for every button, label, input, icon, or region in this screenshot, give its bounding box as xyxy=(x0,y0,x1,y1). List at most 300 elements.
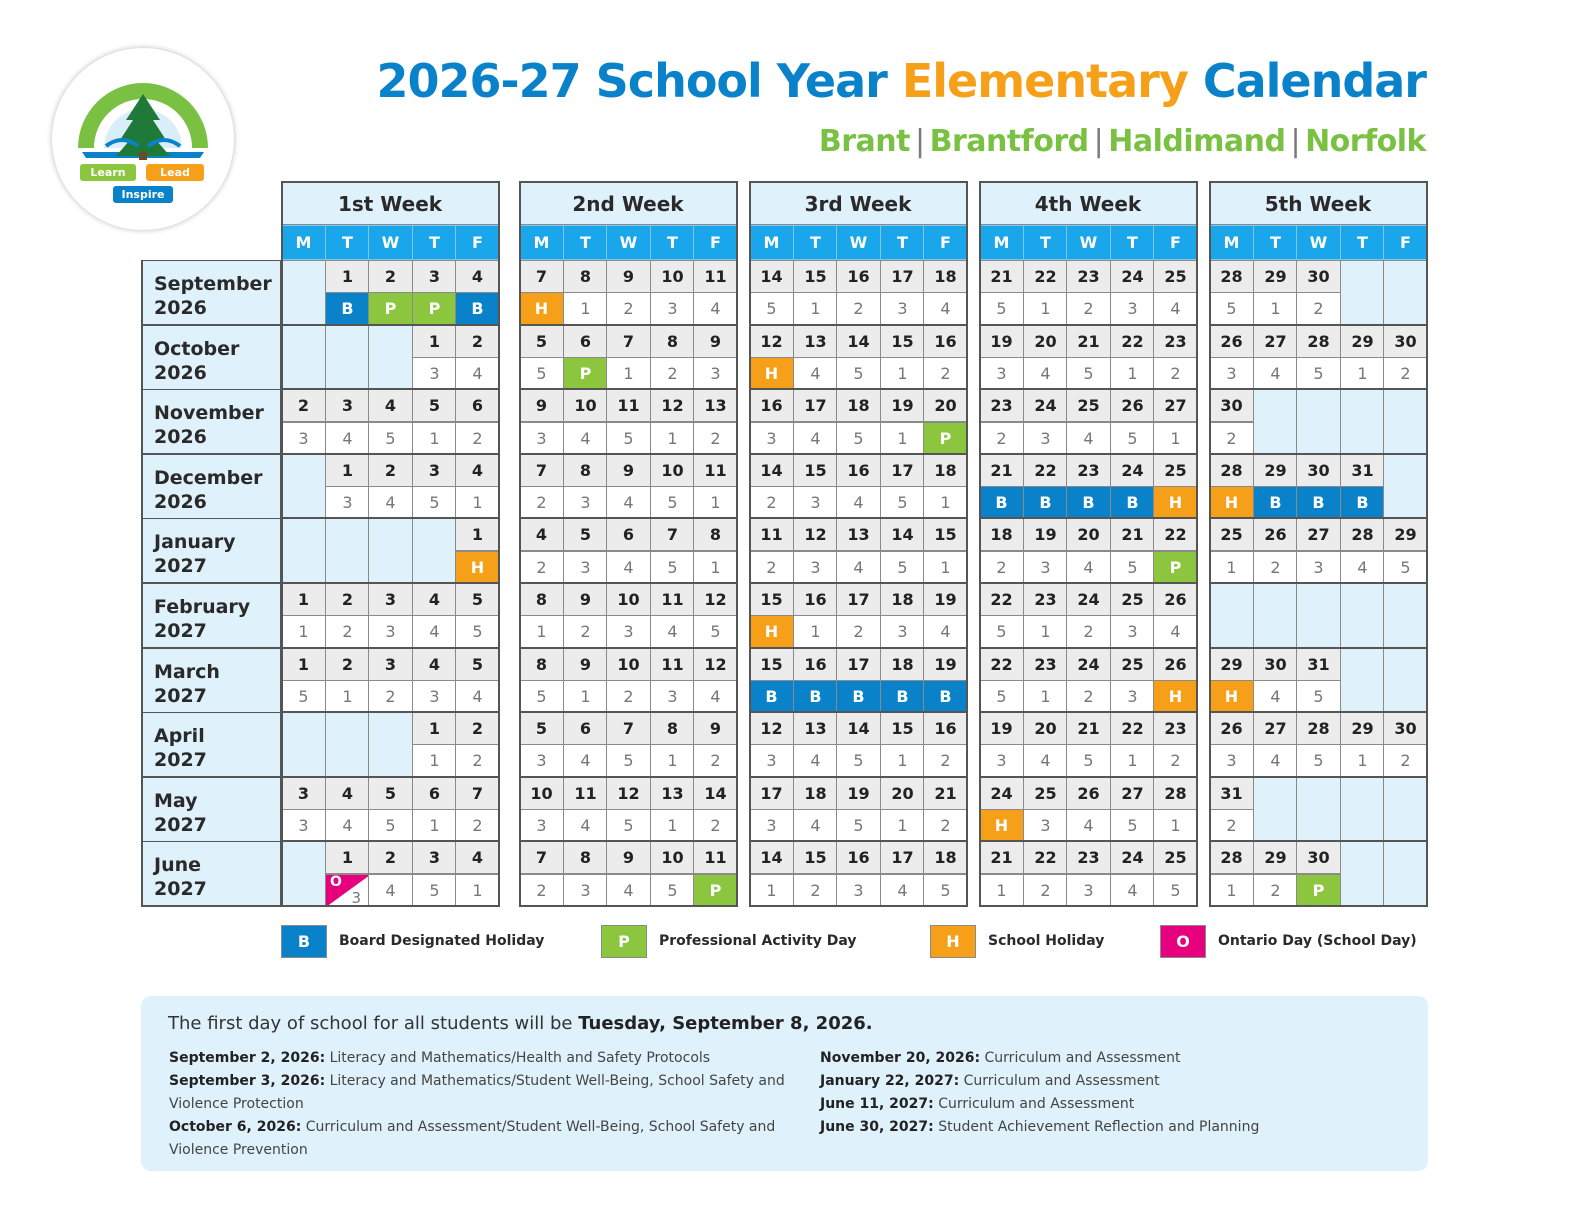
empty-day-cell xyxy=(1340,777,1385,843)
day-of-week-header: T xyxy=(325,225,370,260)
month-row-divider xyxy=(519,324,738,326)
date-cell: 8 xyxy=(693,518,738,551)
note-date: November 20, 2026: xyxy=(820,1050,981,1066)
note-text: Curriculum and Assessment xyxy=(933,1096,1135,1112)
date-cell: 11 xyxy=(650,583,695,616)
cycle-day-cell: 2 xyxy=(793,874,838,907)
cycle-day-cell: 5 xyxy=(923,874,968,907)
cycle-day-cell: 4 xyxy=(1023,357,1068,390)
date-cell: 11 xyxy=(693,841,738,874)
region-separator: | xyxy=(1093,124,1104,159)
date-cell: 30 xyxy=(1296,260,1341,293)
empty-day-cell xyxy=(1340,648,1385,714)
date-cell: 11 xyxy=(749,518,794,551)
cycle-day-cell: 4 xyxy=(1023,744,1068,777)
date-cell: 12 xyxy=(693,583,738,616)
school-holiday-cell: H xyxy=(1153,680,1198,713)
month-label xyxy=(141,712,281,778)
cycle-day-cell: 2 xyxy=(455,744,500,777)
note-date: January 22, 2027: xyxy=(820,1073,960,1089)
cycle-day-cell: 3 xyxy=(281,422,326,455)
cycle-day-cell: 2 xyxy=(836,292,881,325)
month-row-divider xyxy=(749,582,968,584)
cycle-day-cell: 4 xyxy=(563,809,608,842)
empty-day-cell xyxy=(281,260,326,326)
day-of-week-header: F xyxy=(1383,225,1428,260)
legend-pa-day xyxy=(601,925,901,958)
cycle-day-cell: 2 xyxy=(979,551,1024,584)
date-cell: 7 xyxy=(606,712,651,745)
cycle-day-cell: 5 xyxy=(880,486,925,519)
logo-inspire-tag: Inspire xyxy=(113,186,173,203)
cycle-day-cell: 1 xyxy=(1209,874,1254,907)
cycle-day-cell: 1 xyxy=(979,874,1024,907)
date-cell: 16 xyxy=(749,389,794,422)
date-cell: 20 xyxy=(1023,712,1068,745)
month-row-divider xyxy=(519,647,738,649)
date-cell: 9 xyxy=(693,325,738,358)
date-cell: 23 xyxy=(1066,260,1111,293)
date-cell: 26 xyxy=(1253,518,1298,551)
date-cell: 29 xyxy=(1253,841,1298,874)
date-cell: 25 xyxy=(1110,583,1155,616)
date-cell: 17 xyxy=(749,777,794,810)
cycle-day-cell: 1 xyxy=(563,292,608,325)
cycle-day-cell: 4 xyxy=(1066,551,1111,584)
day-of-week-header: M xyxy=(281,225,326,260)
month-name: April xyxy=(154,725,205,747)
cycle-day-cell: 5 xyxy=(880,551,925,584)
date-cell: 30 xyxy=(1209,389,1254,422)
cycle-day-cell: 3 xyxy=(793,486,838,519)
empty-day-cell xyxy=(1253,777,1298,843)
month-row-divider xyxy=(1209,647,1428,649)
title-year: 2026-27 School Year xyxy=(376,54,902,108)
month-row-divider xyxy=(749,840,968,842)
logo-learn-tag: Learn xyxy=(80,164,136,181)
cycle-day-cell: 1 xyxy=(693,486,738,519)
month-row-divider xyxy=(281,453,500,455)
cycle-day-cell: 3 xyxy=(1110,292,1155,325)
empty-day-cell xyxy=(368,712,413,778)
month-row-divider xyxy=(519,517,738,519)
note-item xyxy=(169,1047,799,1070)
note-item xyxy=(820,1047,1380,1070)
date-cell: 28 xyxy=(1209,841,1254,874)
date-cell: 28 xyxy=(1340,518,1385,551)
date-cell: 19 xyxy=(979,325,1024,358)
date-cell: 28 xyxy=(1296,325,1341,358)
month-row-divider xyxy=(979,324,1198,326)
date-cell: 6 xyxy=(606,518,651,551)
month-year: 2026 xyxy=(154,491,207,513)
school-holiday-cell: H xyxy=(1209,680,1254,713)
empty-day-cell xyxy=(368,325,413,391)
note-item xyxy=(820,1093,1380,1116)
week-header: 4th Week xyxy=(979,181,1197,225)
date-cell: 12 xyxy=(650,389,695,422)
month-row-divider xyxy=(749,324,968,326)
day-of-week-header: T xyxy=(1023,225,1068,260)
date-cell: 21 xyxy=(1110,518,1155,551)
cycle-day-cell: 4 xyxy=(325,422,370,455)
day-of-week-header: F xyxy=(693,225,738,260)
date-cell: 1 xyxy=(455,518,500,551)
month-row-divider xyxy=(1209,776,1428,778)
date-cell: 5 xyxy=(519,325,564,358)
date-cell: 24 xyxy=(1110,260,1155,293)
cycle-day-cell: 1 xyxy=(1209,551,1254,584)
board-holiday-cell: B xyxy=(836,680,881,713)
date-cell: 18 xyxy=(923,841,968,874)
day-of-week-header: W xyxy=(1296,225,1341,260)
date-cell: 2 xyxy=(325,583,370,616)
cycle-day-cell: 5 xyxy=(1110,809,1155,842)
month-row-divider xyxy=(979,453,1198,455)
cycle-day-cell: 4 xyxy=(1253,744,1298,777)
cycle-day-cell: 4 xyxy=(455,357,500,390)
month-year: 2027 xyxy=(154,749,207,771)
date-cell: 8 xyxy=(519,583,564,616)
date-cell: 2 xyxy=(368,454,413,487)
cycle-day-cell: 2 xyxy=(1023,874,1068,907)
date-cell: 25 xyxy=(1110,648,1155,681)
date-cell: 2 xyxy=(455,325,500,358)
legend-ontario-day xyxy=(1160,925,1428,958)
note-date: June 11, 2027: xyxy=(820,1096,934,1112)
cycle-day-cell: 2 xyxy=(519,874,564,907)
date-cell: 13 xyxy=(793,712,838,745)
empty-day-cell xyxy=(1253,583,1298,649)
date-cell: 2 xyxy=(368,841,413,874)
cycle-day-cell: 4 xyxy=(563,422,608,455)
month-row-divider xyxy=(281,388,500,390)
date-cell: 14 xyxy=(749,454,794,487)
date-cell: 3 xyxy=(325,389,370,422)
month-row-divider xyxy=(519,453,738,455)
cycle-day-cell: 4 xyxy=(1153,292,1198,325)
cycle-day-cell: 3 xyxy=(1296,551,1341,584)
date-cell: 12 xyxy=(606,777,651,810)
date-cell: 9 xyxy=(606,841,651,874)
cycle-day-cell: 1 xyxy=(1153,809,1198,842)
cycle-day-cell: 4 xyxy=(1253,357,1298,390)
cycle-day-cell: 2 xyxy=(1153,357,1198,390)
cycle-day-cell: 1 xyxy=(281,615,326,648)
date-cell: 7 xyxy=(519,260,564,293)
date-cell: 7 xyxy=(455,777,500,810)
board-holiday-cell: B xyxy=(793,680,838,713)
date-cell: 21 xyxy=(979,260,1024,293)
month-row-divider xyxy=(979,388,1198,390)
cycle-day-cell: 4 xyxy=(606,874,651,907)
date-cell: 3 xyxy=(368,648,413,681)
date-cell: 12 xyxy=(793,518,838,551)
week-header: 5th Week xyxy=(1209,181,1427,225)
date-cell: 25 xyxy=(1153,841,1198,874)
date-cell: 10 xyxy=(606,583,651,616)
date-cell: 26 xyxy=(1153,648,1198,681)
cycle-day-cell: 1 xyxy=(1340,357,1385,390)
note-item xyxy=(169,1070,799,1116)
date-cell: 24 xyxy=(1110,454,1155,487)
date-cell: 25 xyxy=(1153,454,1198,487)
empty-day-cell xyxy=(1296,777,1341,843)
cycle-day-cell: 5 xyxy=(979,615,1024,648)
note-text: Curriculum and Assessment/Student Well-Being, School Safety and Violence Prevention xyxy=(169,1119,776,1158)
cycle-day-cell: 1 xyxy=(1110,357,1155,390)
month-label xyxy=(141,260,281,326)
date-cell: 18 xyxy=(793,777,838,810)
cycle-day-cell: 5 xyxy=(1296,744,1341,777)
date-cell: 29 xyxy=(1253,454,1298,487)
date-cell: 26 xyxy=(1209,712,1254,745)
cycle-day-cell: 5 xyxy=(606,422,651,455)
date-cell: 18 xyxy=(836,389,881,422)
cycle-day-cell: 5 xyxy=(749,292,794,325)
cycle-day-cell: 3 xyxy=(1110,615,1155,648)
school-holiday-cell: H xyxy=(1153,486,1198,519)
cycle-day-cell: 5 xyxy=(412,486,457,519)
cycle-day-cell: 3 xyxy=(880,615,925,648)
board-holiday-cell: B xyxy=(923,680,968,713)
day-of-week-header: T xyxy=(793,225,838,260)
date-cell: 3 xyxy=(412,454,457,487)
cycle-day-cell: 5 xyxy=(1110,551,1155,584)
date-cell: 14 xyxy=(693,777,738,810)
month-row-divider xyxy=(281,324,500,326)
date-cell: 15 xyxy=(793,454,838,487)
cycle-day-cell: 1 xyxy=(1340,744,1385,777)
cycle-day-cell: 1 xyxy=(1110,744,1155,777)
date-cell: 9 xyxy=(606,260,651,293)
cycle-day-cell: 2 xyxy=(519,551,564,584)
date-cell: 18 xyxy=(923,260,968,293)
empty-day-cell xyxy=(281,712,326,778)
date-cell: 19 xyxy=(979,712,1024,745)
date-cell: 4 xyxy=(412,583,457,616)
month-year: 2027 xyxy=(154,814,207,836)
date-cell: 1 xyxy=(325,841,370,874)
date-cell: 1 xyxy=(281,648,326,681)
ontario-day-cell xyxy=(325,874,370,907)
cycle-day-cell: 1 xyxy=(412,809,457,842)
date-cell: 26 xyxy=(1066,777,1111,810)
date-cell: 10 xyxy=(650,260,695,293)
pa-day-cell: P xyxy=(412,292,457,325)
date-cell: 2 xyxy=(325,648,370,681)
note-text: Literacy and Mathematics/Student Well-Being, School Safety and Violence Protection xyxy=(169,1073,785,1112)
cycle-day-cell: 2 xyxy=(563,615,608,648)
date-cell: 11 xyxy=(693,260,738,293)
cycle-day-cell: 1 xyxy=(880,744,925,777)
legend-label: Ontario Day (School Day) xyxy=(1218,933,1417,949)
cycle-day-cell: 1 xyxy=(923,486,968,519)
cycle-day-cell: 2 xyxy=(923,809,968,842)
date-cell: 22 xyxy=(1110,712,1155,745)
cycle-day-cell: 2 xyxy=(1153,744,1198,777)
cycle-day-cell: 5 xyxy=(1153,874,1198,907)
empty-day-cell xyxy=(1340,841,1385,907)
date-cell: 21 xyxy=(923,777,968,810)
cycle-day-cell: 2 xyxy=(693,422,738,455)
cycle-day-cell: 3 xyxy=(650,292,695,325)
empty-day-cell xyxy=(368,518,413,584)
empty-day-cell xyxy=(325,518,370,584)
day-of-week-header: T xyxy=(1340,225,1385,260)
date-cell: 17 xyxy=(793,389,838,422)
date-cell: 17 xyxy=(836,583,881,616)
day-of-week-header: F xyxy=(455,225,500,260)
month-year: 2027 xyxy=(154,878,207,900)
date-cell: 27 xyxy=(1153,389,1198,422)
cycle-day-cell: 1 xyxy=(793,292,838,325)
note-item xyxy=(169,1116,799,1162)
pa-day-notes-right xyxy=(820,1047,1380,1139)
cycle-day-cell: 2 xyxy=(1383,744,1428,777)
empty-day-cell xyxy=(1383,454,1428,520)
cycle-day-cell: 3 xyxy=(979,744,1024,777)
date-cell: 24 xyxy=(1066,648,1111,681)
month-year: 2026 xyxy=(154,426,207,448)
date-cell: 19 xyxy=(880,389,925,422)
date-cell: 22 xyxy=(1153,518,1198,551)
cycle-day-cell: 5 xyxy=(650,874,695,907)
note-text: Student Achievement Reflection and Planning xyxy=(933,1119,1260,1135)
legend-swatch-o: O xyxy=(1160,925,1206,958)
month-row-divider xyxy=(979,582,1198,584)
date-cell: 28 xyxy=(1209,454,1254,487)
cycle-day-cell: 1 xyxy=(1023,615,1068,648)
month-row-divider xyxy=(979,840,1198,842)
cycle-day-cell: 3 xyxy=(880,292,925,325)
date-cell: 19 xyxy=(836,777,881,810)
cycle-day-cell: 4 xyxy=(1066,422,1111,455)
month-label xyxy=(141,454,281,520)
date-cell: 4 xyxy=(412,648,457,681)
note-date: June 30, 2027: xyxy=(820,1119,934,1135)
date-cell: 26 xyxy=(1153,583,1198,616)
date-cell: 22 xyxy=(979,648,1024,681)
board-holiday-cell: B xyxy=(1023,486,1068,519)
cycle-day-cell: 5 xyxy=(979,292,1024,325)
month-row-divider xyxy=(281,711,500,713)
date-cell: 22 xyxy=(979,583,1024,616)
cycle-day-cell: 4 xyxy=(1066,809,1111,842)
date-cell: 25 xyxy=(1209,518,1254,551)
cycle-day-cell: 3 xyxy=(281,809,326,842)
date-cell: 28 xyxy=(1296,712,1341,745)
cycle-day-cell: 5 xyxy=(1066,357,1111,390)
day-of-week-header: M xyxy=(519,225,564,260)
date-cell: 6 xyxy=(563,325,608,358)
board-holiday-cell: B xyxy=(979,486,1024,519)
date-cell: 13 xyxy=(693,389,738,422)
cycle-day-cell: 3 xyxy=(563,551,608,584)
day-of-week-header: T xyxy=(880,225,925,260)
month-row-divider xyxy=(979,711,1198,713)
cycle-day-cell: 3 xyxy=(1209,357,1254,390)
cycle-day-cell: 1 xyxy=(455,486,500,519)
date-cell: 14 xyxy=(749,260,794,293)
cycle-day-cell: 4 xyxy=(1253,680,1298,713)
date-cell: 24 xyxy=(979,777,1024,810)
date-cell: 4 xyxy=(455,260,500,293)
date-cell: 27 xyxy=(1253,712,1298,745)
date-cell: 3 xyxy=(412,841,457,874)
date-cell: 30 xyxy=(1383,712,1428,745)
cycle-day-cell: 1 xyxy=(880,422,925,455)
cycle-day-cell: 3 xyxy=(519,809,564,842)
cycle-day-cell: 4 xyxy=(1110,874,1155,907)
day-of-week-header: W xyxy=(1066,225,1111,260)
date-cell: 20 xyxy=(1023,325,1068,358)
date-cell: 27 xyxy=(1253,325,1298,358)
date-cell: 1 xyxy=(412,712,457,745)
note-item xyxy=(820,1070,1380,1093)
day-of-week-header: F xyxy=(1153,225,1198,260)
cycle-day-cell: 4 xyxy=(412,615,457,648)
cycle-day-cell: 3 xyxy=(563,874,608,907)
pa-day-cell: P xyxy=(923,422,968,455)
month-row-divider xyxy=(519,711,738,713)
month-row-divider xyxy=(979,776,1198,778)
date-cell: 31 xyxy=(1209,777,1254,810)
date-cell: 15 xyxy=(923,518,968,551)
cycle-day-number: 3 xyxy=(351,889,361,907)
date-cell: 26 xyxy=(1110,389,1155,422)
cycle-day-cell: 2 xyxy=(749,551,794,584)
cycle-day-cell: 3 xyxy=(650,680,695,713)
cycle-day-cell: 5 xyxy=(519,357,564,390)
empty-day-cell xyxy=(1383,648,1428,714)
region-brant: Brant xyxy=(818,124,910,159)
month-row-divider xyxy=(749,388,968,390)
date-cell: 6 xyxy=(412,777,457,810)
cycle-day-cell: 1 xyxy=(880,357,925,390)
cycle-day-cell: 4 xyxy=(1340,551,1385,584)
date-cell: 3 xyxy=(368,583,413,616)
cycle-day-cell: 1 xyxy=(650,744,695,777)
month-row-divider xyxy=(749,647,968,649)
cycle-day-cell: 1 xyxy=(325,680,370,713)
date-cell: 23 xyxy=(1066,841,1111,874)
cycle-day-cell: 4 xyxy=(1153,615,1198,648)
date-cell: 6 xyxy=(563,712,608,745)
date-cell: 14 xyxy=(749,841,794,874)
cycle-day-cell: 4 xyxy=(793,744,838,777)
cycle-day-cell: 2 xyxy=(923,357,968,390)
cycle-day-cell: 5 xyxy=(979,680,1024,713)
month-year: 2027 xyxy=(154,685,207,707)
date-cell: 9 xyxy=(563,583,608,616)
month-name: June xyxy=(154,854,202,876)
cycle-day-cell: 1 xyxy=(793,615,838,648)
board-holiday-cell: B xyxy=(1110,486,1155,519)
empty-day-cell xyxy=(1383,841,1428,907)
day-of-week-header: M xyxy=(749,225,794,260)
month-row-divider xyxy=(1209,388,1428,390)
empty-day-cell xyxy=(1383,777,1428,843)
date-cell: 30 xyxy=(1296,454,1341,487)
cycle-day-cell: 5 xyxy=(693,615,738,648)
legend-board-holiday xyxy=(281,925,581,958)
date-cell: 11 xyxy=(606,389,651,422)
cycle-day-cell: 1 xyxy=(1253,292,1298,325)
cycle-day-cell: 5 xyxy=(650,486,695,519)
date-cell: 21 xyxy=(979,841,1024,874)
day-of-week-header: W xyxy=(606,225,651,260)
